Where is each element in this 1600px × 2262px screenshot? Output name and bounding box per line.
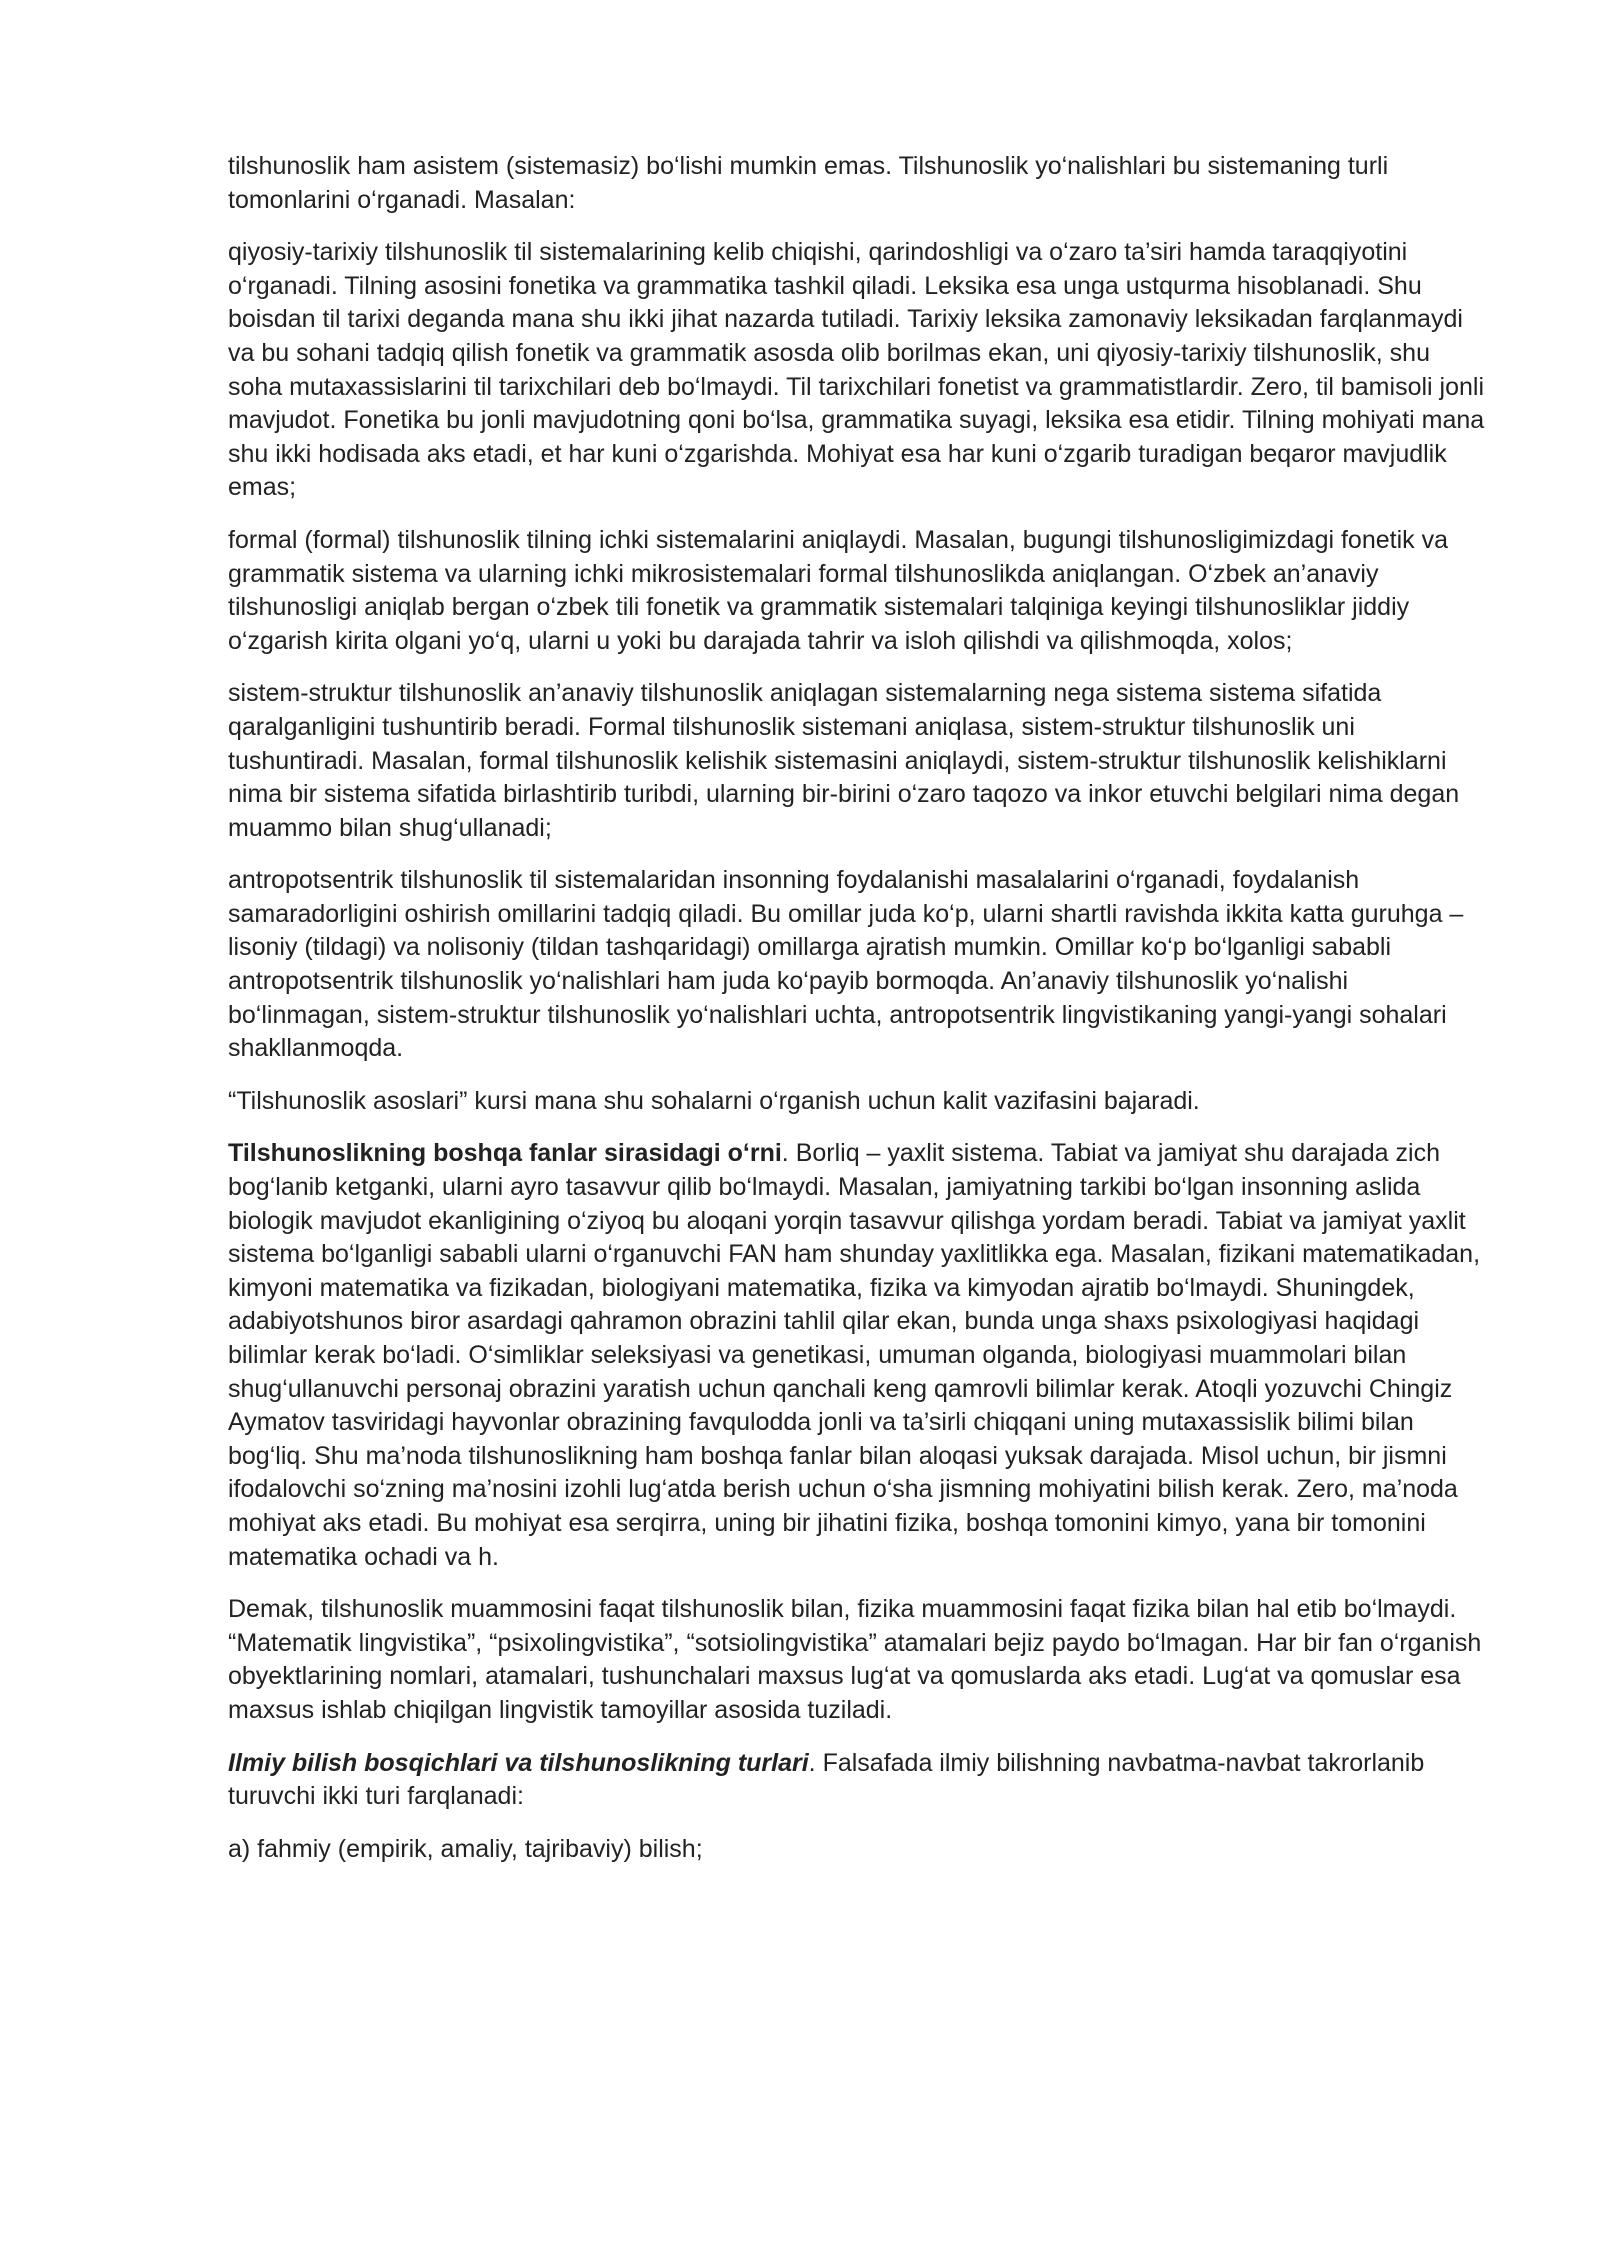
paragraph-text: tilshunoslik ham asistem (sistemasiz) bo‘lishi mumkin emas. Tilshunoslik yo‘nalishlari bu sistemaning turli tomonlarini o‘rganadi. Masalan:: [228, 152, 1389, 214]
paragraph-text: Demak, tilshunoslik muammosini faqat tilshunoslik bilan, fizika muammosini faqat fizika bilan hal etib bo‘lmaydi. “Matematik lingvistika”, “psixolingvistika”, “sotsiolingvistika” atamalari bejiz paydo bo‘lmagan. Har bir fan o‘rganish obyektlarining nomlari, atamalari, tushunchalari maxsus lug‘at va qomuslarda aks etadi. Lug‘at va qomuslar esa maxsus ishlab chiqilgan lingvistik tamoyillar asosida tuziladi.: [228, 1595, 1482, 1724]
section-heading: Ilmiy bilish bosqichlari va tilshunoslikning turlari: [228, 1748, 809, 1777]
paragraph-comparative-historical: [228, 236, 1490, 505]
paragraph-text: . Borliq – yaxlit sistema. Tabiat va jamiyat shu darajada zich bog‘lanib ketganki, ularni ayro tasavvur qilib bo‘lmaydi. Masalan, jamiyatning tarkibi bo‘lgan insonning aslida biologik mavjudot ekanligining o‘ziyoq bu aloqani yorqin tasavvur qilishga yordam beradi. Tabiat va jamiyat yaxlit sistema bo‘lganligi sababli ularni o‘rganuvchi FAN ham shunday yaxlitlikka ega. Masalan, fizikani matematikadan, kimyoni matematika va fizikadan, biologiyani matematika, fizika va kimyodan ajratib bo‘lmaydi. Shuningdek, adabiyotshunos biror asardagi qahramon obrazini tahlil qilar ekan, bunda unga shaxs psixologiyasi haqidagi bilimlar kerak bo‘ladi. O‘simliklar seleksiyasi va genetikasi, umuman olganda, biologiyasi muammolari bilan shug‘ullanuvchi personaj obrazini yaratish uchun qanchali keng qamrovli bilimlar kerak. Atoqli yozuvchi Chingiz Aymatov tasviridagi hayvonlar obrazining favqulodda jonli va ta’sirli chiqqani uning mutaxassislik bilimi bilan bog‘liq. Shu ma’noda tilshunoslikning ham boshqa fanlar bilan aloqasi yuksak darajada. Misol uchun, bir jismni ifodalovchi so‘zning ma’nosini izohli lug‘atda berish uchun o‘sha jismning mohiyatini bilish kerak. Zero, ma’noda mohiyat aks etadi. Bu mohiyat esa serqirra, uning bir jihatini fizika, boshqa tomonini kimyo, yana bir tomonini matematika ochadi va h.: [228, 1139, 1481, 1571]
paragraph-place-among-sciences: [228, 1137, 1490, 1574]
section-heading: Tilshunoslikning boshqa fanlar sirasidagi o‘rni: [228, 1139, 782, 1168]
paragraph-scientific-cognition: [228, 1747, 1490, 1814]
paragraph-text: a) fahmiy (empirik, amaliy, tajribaviy) bilish;: [228, 1834, 703, 1863]
paragraph-text: “Tilshunoslik asoslari” kursi mana shu sohalarni o‘rganish uchun kalit vazifasini bajaradi.: [228, 1086, 1200, 1115]
paragraph-text: antropotsentrik tilshunoslik til sistemalaridan insonning foydalanishi masalalarini o‘rganadi, foydalanish samaradorligini oshirish omillarini tadqiq qiladi. Bu omillar juda ko‘p, ularni shartli ravishda ikkita katta guruhga – lisoniy (tildagi) va nolisoniy (tildan tashqaridagi) omillarga ajratish mumkin. Omillar ko‘p bo‘lganligi sababli antropotsentrik tilshunoslik yo‘nalishlari ham juda ko‘payib bormoqda. An’anaviy tilshunoslik yo‘nalishi bo‘linmagan, sistem-struktur tilshunoslik yo‘nalishlari uchta, antropotsentrik lingvistikaning yangi-yangi sohalari shakllanmoqda.: [228, 866, 1464, 1063]
paragraph-text: . Falsafada ilmiy bilishning navbatma-navbat takrorlanib turuvchi ikki turi farqlanadi:: [228, 1748, 1425, 1811]
paragraph-text: sistem-struktur tilshunoslik an’anaviy tilshunoslik aniqlagan sistemalarning nega sistema sistema sifatida qaralganligini tushuntirib beradi. Formal tilshunoslik sistemani aniqlasa, sistem-struktur tilshunoslik uni tushuntiradi. Masalan, formal tilshunoslik kelishik sistemasini aniqlaydi, sistem-struktur tilshunoslik kelishiklarni nima bir sistema sifatida birlashtirib turibdi, ularning bir-birini o‘zaro taqozo va inkor etuvchi belgilari nima degan muammo bilan shug‘ullanadi;: [228, 679, 1460, 842]
paragraph-system-structural: [228, 677, 1490, 845]
paragraph-text: formal (formal) tilshunoslik tilning ichki sistemalarini aniqlaydi. Masalan, bugungi tilshunosligimizdagi fonetik va grammatik sistema va ularning ichki mikrosistemalari formal tilshunoslikda aniqlangan. O‘zbek an’anaviy tilshunosligi aniqlab bergan o‘zbek tili fonetik va grammatik sistemalari talqiniga keyingi tilshunosliklar jiddiy o‘zgarish kirita olgani yo‘q, ularni u yoki bu darajada tahrir va isloh qilishdi va qilishmoqda, xolos;: [228, 525, 1448, 655]
paragraph-formal: [228, 524, 1490, 658]
paragraph-anthropocentric: [228, 864, 1490, 1066]
document-page: [228, 150, 1490, 1885]
paragraph-list-item-a: [228, 1833, 1490, 1867]
paragraph-course: [228, 1085, 1490, 1119]
paragraph-conclusion: [228, 1593, 1490, 1727]
paragraph-text: qiyosiy-tarixiy tilshunoslik til sistemalarining kelib chiqishi, qarindoshligi va o‘zaro ta’siri hamda taraqqiyotini o‘rganadi. Tilning asosini fonetika va grammatika tashkil qiladi. Leksika esa unga ustqurma hisoblanadi. Shu boisdan til tarixi deganda mana shu ikki jihat nazarda tutiladi. Tarixiy leksika zamonaviy leksikadan farqlanmaydi va bu sohani tadqiq qilish fonetik va grammatik asosda olib borilmas ekan, uni qiyosiy-tarixiy tilshunoslik, shu soha mutaxassislarini til tarixchilari deb bo‘lmaydi. Til tarixchilari fonetist va grammatistlardir. Zero, til bamisoli jonli mavjudot. Fonetika bu jonli mavjudotning qoni bo‘lsa, grammatika suyagi, leksika esa etidir. Tilning mohiyati mana shu ikki hodisada aks etadi, et har kuni o‘zgarishda. Mohiyat esa har kuni o‘zgarib turadigan beqaror mavjudlik emas;: [228, 238, 1485, 502]
paragraph-intro: [228, 150, 1490, 217]
